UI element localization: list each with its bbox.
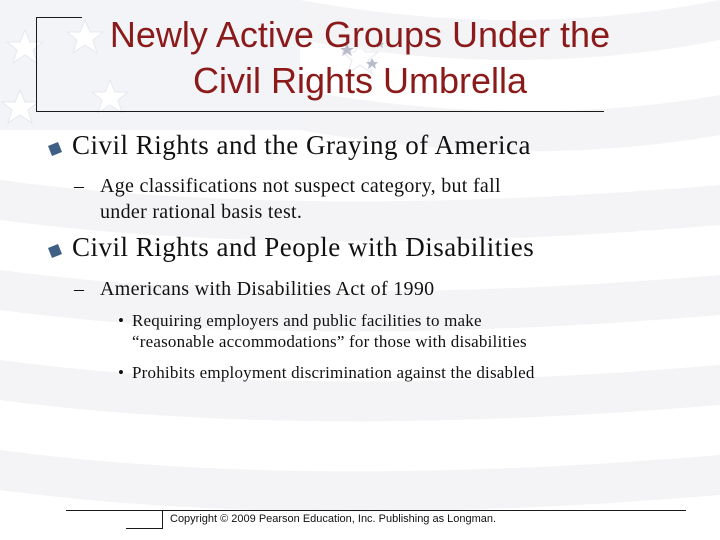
sub-sub-bullet-line-1: Requiring employers and public facilities to make: [132, 311, 482, 330]
dot-marker: •: [118, 363, 125, 382]
square-bullet-icon: [48, 142, 62, 156]
sub-bullet-line-1: Americans with Disabilities Act of 1990: [100, 278, 435, 300]
square-bullet-icon: [48, 244, 62, 258]
footer-line-bottom: [126, 528, 162, 529]
slide-title: [60, 12, 660, 104]
title-line-1: Newly Active Groups Under the: [109, 14, 611, 55]
bullet-text: Civil Rights and People with Disabilities: [72, 232, 535, 262]
footer-line-top: [66, 510, 686, 511]
dot-marker: •: [118, 311, 125, 330]
sub-sub-bullet-discrimination: [118, 362, 535, 383]
dash-marker: –: [74, 175, 85, 197]
sub-sub-bullet-accommodations: [118, 310, 527, 352]
copyright-footer: Copyright © 2009 Pearson Education, Inc. Publishing as Longman.: [170, 513, 497, 525]
sub-bullet-age: [74, 173, 501, 225]
title-underline: [36, 111, 604, 112]
bullet-item-2: [48, 232, 534, 263]
sub-bullet-line-1: Age classifications not suspect category, but fall: [100, 175, 501, 197]
sub-bullet-ada: [74, 276, 434, 302]
bullet-text: Civil Rights and the Graying of America: [72, 130, 531, 160]
title-line-2: Civil Rights Umbrella: [192, 60, 528, 101]
dash-marker: –: [74, 278, 85, 300]
sub-sub-bullet-line-2: “reasonable accommodations” for those with disabilities: [132, 332, 527, 351]
title-frame-left: [36, 17, 37, 112]
sub-bullet-line-2: under rational basis test.: [100, 201, 303, 223]
bullet-item-1: [48, 130, 531, 161]
sub-sub-bullet-line-1: Prohibits employment discrimination against the disabled: [132, 363, 535, 382]
footer-line-vertical: [162, 510, 163, 529]
